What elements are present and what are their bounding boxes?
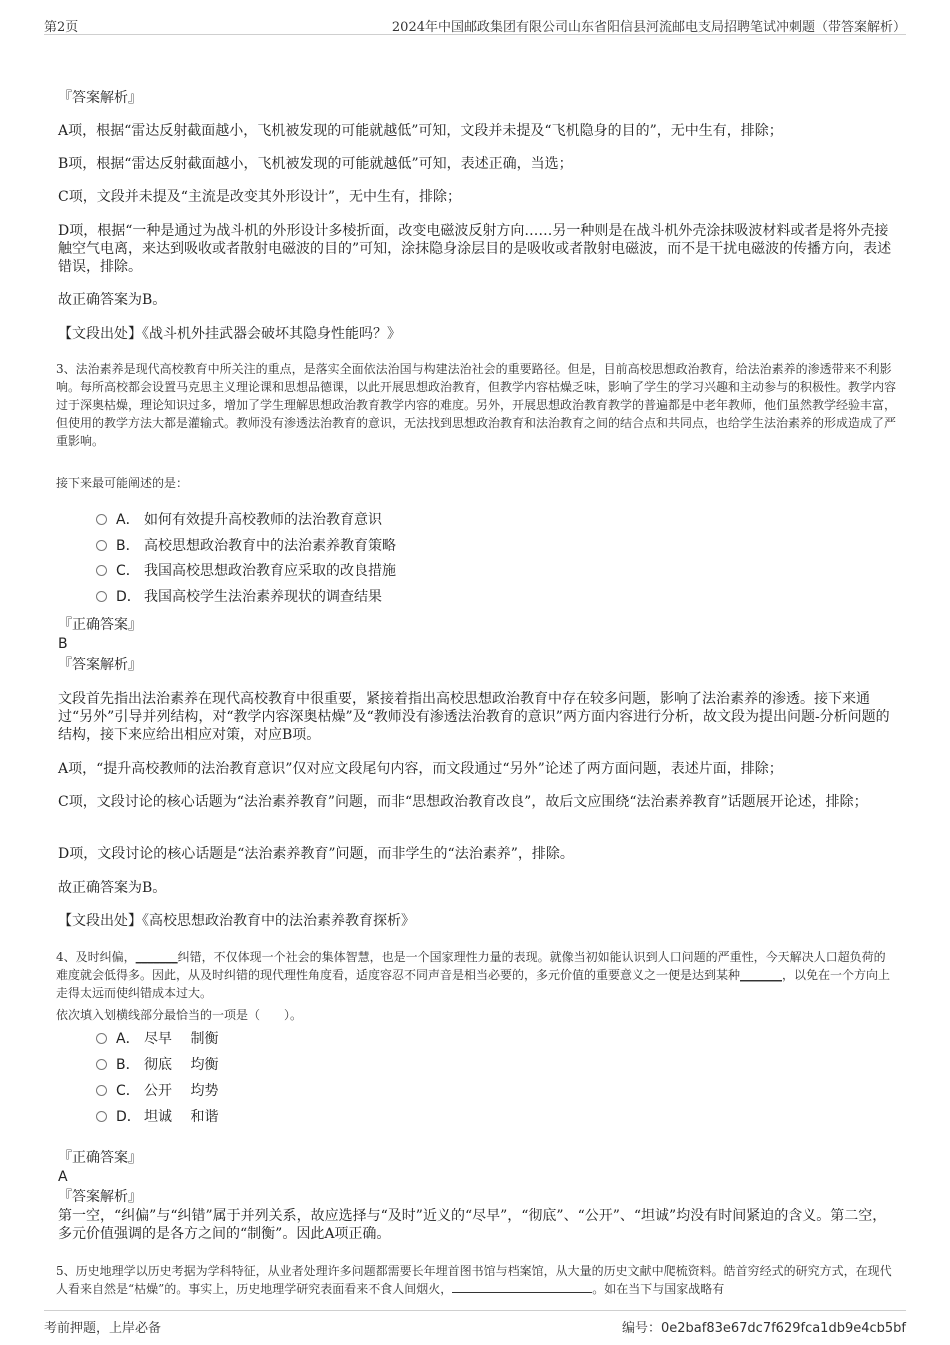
question-3-option-c[interactable]: C． 我国高校思想政治教育应采取的改良措施	[96, 562, 396, 580]
radio-icon[interactable]	[96, 1111, 107, 1122]
analysis-option-a: A项，“提升高校教师的法治教育意识”仅对应文段尾句内容，而文段通过“另外”论述了两方面问题，表述片面，排除；	[58, 761, 783, 777]
radio-icon[interactable]	[96, 1085, 107, 1096]
radio-icon[interactable]	[96, 591, 107, 602]
radio-icon[interactable]	[96, 1033, 107, 1044]
question-4-option-a[interactable]: A． 尽早 制衡	[96, 1030, 218, 1048]
passage-source: 【文段出处】《高校思想政治教育中的法治素养教育探析》	[58, 913, 415, 929]
question-4-passage: 4、及时纠偏，_______纠错，不仅体现一个社会的集体智慧，也是一个国家理性力量的表现。就像当初如能认识到人口问题的严重性，今天解决人口超负荷的难度就会低得多。因此，从及时纠错的现代理性角度看，适度容忍不同声音是相当必要的，多元价值的重要意义之一便是达到某种_______，以免在一个方向上走得太远而使纠错成本过大。	[56, 950, 891, 1000]
analysis-option-d: D项，根据“一种是通过为战斗机的外形设计多棱折面，改变电磁波反射方向……另一种则是在战斗机外壳涂抹吸波材料或者是将外壳接触空气电离，来达到吸收或者散射电磁波的目的”可知，涂抹隐身涂层目的是吸收或者散射电磁波，而不是干扰电磁波的传播方向，表述错误，排除。	[58, 223, 892, 275]
page-header	[44, 14, 906, 35]
analysis-conclusion: 故正确答案为B。	[58, 292, 167, 308]
question-3-option-a[interactable]: A． 如何有效提升高校教师的法治教育意识	[96, 511, 382, 529]
radio-icon[interactable]	[96, 514, 107, 525]
analysis-option-c: C项，文段讨论的核心话题为“法治素养教育”问题，而非“思想政治教育改良”，故后文应围绕“法治素养教育”话题展开论述，排除；	[58, 794, 868, 810]
analysis-main: 文段首先指出法治素养在现代高校教育中很重要，紧接着指出高校思想政治教育中存在较多问题，影响了法治素养的渗透。接下来通过“另外”引导并列结构，对“教学内容深奥枯燥”及“教师没有渗透法治教育的意识”两方面内容进行分析，故文段为提出问题-分析问题的结构，接下来应给出相应对策，对应B项。	[58, 691, 890, 743]
radio-icon[interactable]	[96, 540, 107, 551]
document-title: 2024年中国邮政集团有限公司山东省阳信县河流邮电支局招聘笔试冲刺题（带答案解析）	[391, 20, 906, 35]
document-code: 编号：0e2baf83e67dc7f629fca1db9e4cb5bf	[622, 1321, 906, 1336]
question-4-option-b[interactable]: B． 彻底 均衡	[96, 1056, 218, 1074]
analysis-option-b: B项，根据“雷达反射截面越小，飞机被发现的可能就越低”可知，表述正确，当选；	[58, 156, 573, 172]
passage-source: 【文段出处】《战斗机外挂武器会破坏其隐身性能吗？》	[58, 326, 401, 342]
analysis-label: 『答案解析』	[58, 657, 142, 673]
analysis-label: 『答案解析』	[58, 1189, 142, 1205]
question-4-stem: 依次填入划横线部分最恰当的一项是（ ）。	[56, 1008, 303, 1022]
question-3-option-b[interactable]: B． 高校思想政治教育中的法治素养教育策略	[96, 537, 396, 555]
analysis-conclusion: 故正确答案为B。	[58, 880, 167, 896]
radio-icon[interactable]	[96, 1059, 107, 1070]
correct-answer: A	[58, 1169, 68, 1185]
question-3-passage: 3、法治素养是现代高校教育中所关注的重点，是落实全面依法治国与构建法治社会的重要路径。但是，目前高校思想政治教育，给法治素养的渗透带来不利影响。每所高校都会设置马克思主义理论课和思想品德课，以此开展思想政治教育，但教学内容枯燥乏味，影响了学生的学习兴趣和主动参与的积极性。教学内容过于深奥枯燥，理论知识过多，增加了学生理解思想政治教育教学内容的难度。另外，开展思想政治教育教学的普遍都是中老年教师，他们虽然教学经验丰富，但使用的教学方法大都是灌输式。教师没有渗透法治教育的意识，无法找到思想政治教育和法治教育之间的结合点和共同点，也给学生法治素养的形成造成了严重影响。	[56, 362, 897, 448]
footer-slogan: 考前押题，上岸必备	[44, 1321, 162, 1336]
question-4-option-d[interactable]: D． 坦诚 和谐	[96, 1108, 218, 1126]
correct-answer-label: 『正确答案』	[58, 1150, 142, 1166]
correct-answer-label: 『正确答案』	[58, 617, 142, 633]
analysis-option-c: C项，文段并未提及“主流是改变其外形设计”，无中生有，排除；	[58, 189, 462, 205]
question-3-option-d[interactable]: D． 我国高校学生法治素养现状的调查结果	[96, 588, 382, 606]
fill-blank	[452, 1280, 592, 1293]
analysis-label: 『答案解析』	[58, 90, 142, 106]
page-footer	[44, 1310, 906, 1336]
question-5-passage: 5、历史地理学以历史考据为学科特征，从业者处理许多问题都需要长年埋首图书馆与档案馆，从大量的历史文献中爬梳资料。皓首穷经式的研究方式，在现代人看来自然是“枯燥”的。事实上，历史地理学研究表面看来不食人间烟火， 。如在当下与国家战略有	[56, 1264, 892, 1296]
analysis-option-a: A项，根据“雷达反射截面越小，飞机被发现的可能就越低”可知，文段并未提及“飞机隐身的目的”，无中生有，排除；	[58, 123, 783, 139]
page-number: 第2页	[44, 20, 79, 35]
analysis-main: 第一空，“纠偏”与“纠错”属于并列关系，故应选择与“及时”近义的“尽早”，“彻底”、“公开”、“坦诚”均没有时间紧迫的含义。第二空，多元价值强调的是各方之间的“制衡”。因此A项正确。	[58, 1208, 887, 1242]
fill-blank: _______	[740, 968, 783, 982]
correct-answer: B	[58, 636, 68, 652]
radio-icon[interactable]	[96, 565, 107, 576]
question-3-stem: 接下来最可能阐述的是：	[56, 476, 189, 490]
analysis-option-d: D项，文段讨论的核心话题是“法治素养教育”问题，而非学生的“法治素养”，排除。	[58, 846, 574, 862]
fill-blank: _______	[135, 950, 178, 964]
question-4-option-c[interactable]: C． 公开 均势	[96, 1082, 218, 1100]
